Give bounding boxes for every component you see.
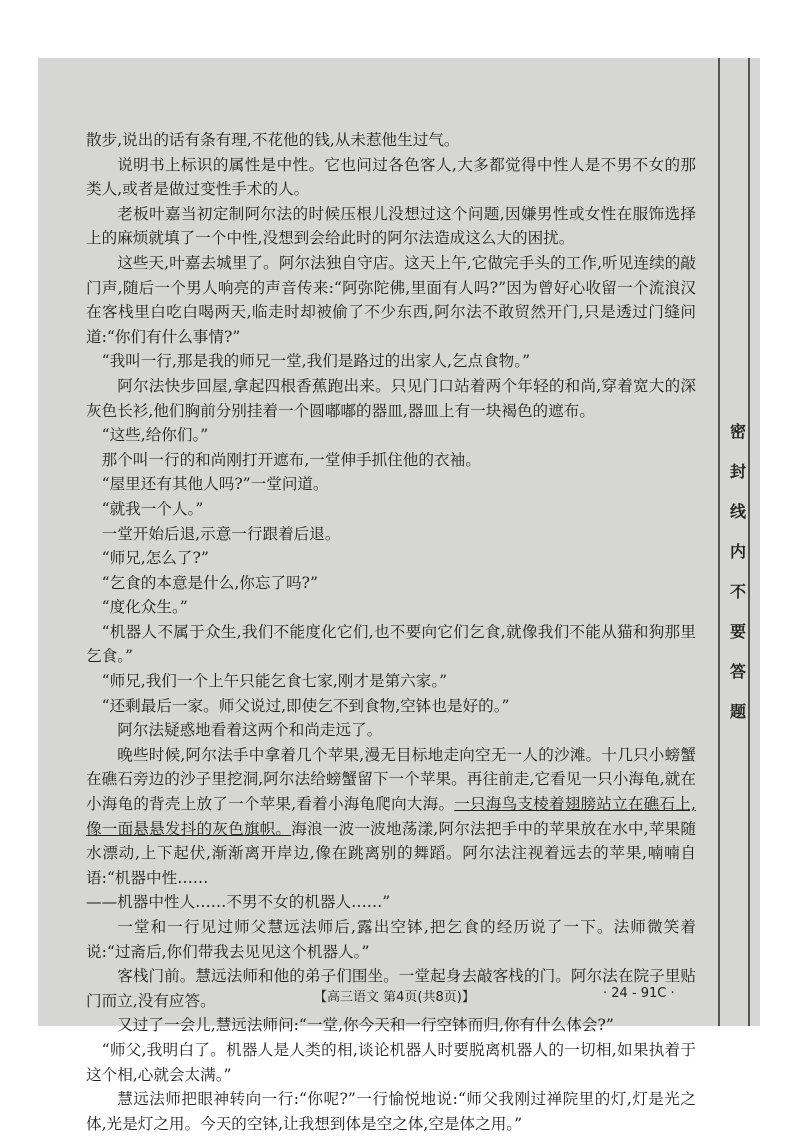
paragraph: “师兄,怎么了?” xyxy=(101,549,209,568)
paragraph: 一堂和一行见过师父慧远法师后,露出空钵,把乞食的经历说了一下。法师微笑着说:“过斋后,你们带我去见见这个机器人。” xyxy=(86,918,696,961)
paragraph: 散步,说出的话有条有理,不花他的钱,从未惹他生过气。 xyxy=(86,131,460,149)
beach-text-before: 晚些时候,阿尔法手中拿着几个苹果,漫无目标地走向空无一人的沙滩。十几只小螃蟹在礁石旁边的沙子里挖洞,阿尔法给螃蟹留下一个苹果。再往前走,它看见一只小海龟,就在小海龟的背壳上放了一个苹果,看着小海龟爬向大海。 xyxy=(86,745,696,814)
paragraph: 慧远法师把眼神转向一行:“你呢?”一行愉悦地说:“师父我刚过禅院里的灯,灯是光之体,光是灯之用。今天的空钵,让我想到体是空之体,空是体之用。” xyxy=(86,1090,696,1133)
paragraph: 说明书上标识的属性是中性。它也问过各色客人,大多都觉得中性人是不男不女的那类人,或者是做过变性手术的人。 xyxy=(86,155,696,199)
paragraph: 又过了一会儿,慧远法师问:“一堂,你今天和一行空钵而归,你有什么体会?” xyxy=(117,1016,614,1035)
seal-line-left xyxy=(718,58,720,1026)
paragraph: 客栈门前。慧远法师和他的弟子们围坐。一堂起身去敲客栈的门。阿尔法在院子里贴门而立,没有应答。 xyxy=(86,967,696,1010)
paragraph: 老板叶嘉当初定制阿尔法的时候压根儿没想过这个问题,因嫌男性或女性在服饰选择上的麻烦就填了一个中性,没想到会给此时的阿尔法造成这么大的困扰。 xyxy=(86,204,696,248)
paragraph: “度化众生。” xyxy=(101,598,188,617)
underlined-sentence: 一只海鸟支棱着翅膀站立在礁石上,像一面悬悬发抖的灰色旗帜。 xyxy=(86,795,696,838)
paragraph: “我叫一行,那是我的师兄一堂,我们是路过的出家人,乞点食物。” xyxy=(101,352,531,371)
seal-char: 密 xyxy=(729,422,746,441)
exam-code: · 24 - 91C · xyxy=(603,986,675,1001)
paragraph: “乞食的本意是什么,你忘了吗?” xyxy=(101,573,318,592)
paragraph: “师父,我明白了。机器人是人类的相,谈论机器人时要脱离机器人的一切相,如果执着于这个相,心就会太满。” xyxy=(86,1040,696,1084)
paragraph: “屋里还有其他人吗?”一堂问道。 xyxy=(101,475,329,494)
seal-char: 答 xyxy=(729,662,746,681)
page-number: 【高三语文 第4页(共8页)】 xyxy=(314,990,475,1005)
seal-char: 要 xyxy=(729,622,746,641)
beach-paragraph xyxy=(86,743,696,891)
paragraph: 阿尔法疑惑地看着这两个和尚走远了。 xyxy=(117,721,383,740)
paragraph: “师兄,我们一个上午只能乞食七家,刚才是第六家。” xyxy=(101,672,448,691)
seal-char: 线 xyxy=(729,502,746,521)
paragraph: “就我一个人。” xyxy=(101,499,204,518)
seal-line-right xyxy=(748,58,750,1026)
seal-char: 不 xyxy=(729,582,746,601)
seal-line-notice xyxy=(729,424,747,744)
paragraph: “这些,给你们。” xyxy=(101,426,209,445)
story-text xyxy=(86,128,696,1136)
paragraph: 一堂开始后退,示意一行跟着后退。 xyxy=(101,524,341,543)
paragraph: 阿尔法快步回屋,拿起四根香蕉跑出来。只见门口站着两个年轻的和尚,穿着宽大的深灰色长衫,他们胸前分别挂着一个圆嘟嘟的器皿,器皿上有一块褐色的遮布。 xyxy=(86,376,696,420)
paragraph: 那个叫一行的和尚刚打开遮布,一堂伸手抓住他的衣袖。 xyxy=(101,450,481,469)
seal-char: 题 xyxy=(729,702,746,721)
beach-text-after: 海浪一波一波地荡漾,阿尔法把手中的苹果放在水中,苹果随水漂动,上下起伏,渐渐离开岸边,像在跳离别的舞蹈。阿尔法注视着远去的苹果,喃喃自语:“机器中性…… xyxy=(86,819,696,887)
seal-char: 封 xyxy=(729,462,746,481)
paragraph: ——机器中性人……不男不女的机器人……” xyxy=(86,893,391,912)
paragraph: “机器人不属于众生,我们不能度化它们,也不要向它们乞食,就像我们不能从猫和狗那里乞食。” xyxy=(86,622,696,666)
seal-char: 内 xyxy=(729,542,746,561)
paragraph: 这些天,叶嘉去城里了。阿尔法独自守店。这天上午,它做完手头的工作,听见连续的敲门声,随后一个男人响亮的声音传来:“阿弥陀佛,里面有人吗?”因为曾好心收留一个流浪汉在客栈里白吃白喝两天,临走时却被偷了不少东西,阿尔法不敢贸然开门,只是透过门缝问道:“你们有什么事情?” xyxy=(86,253,696,346)
paragraph: “还剩最后一家。师父说过,即使乞不到食物,空钵也是好的。” xyxy=(101,696,510,715)
